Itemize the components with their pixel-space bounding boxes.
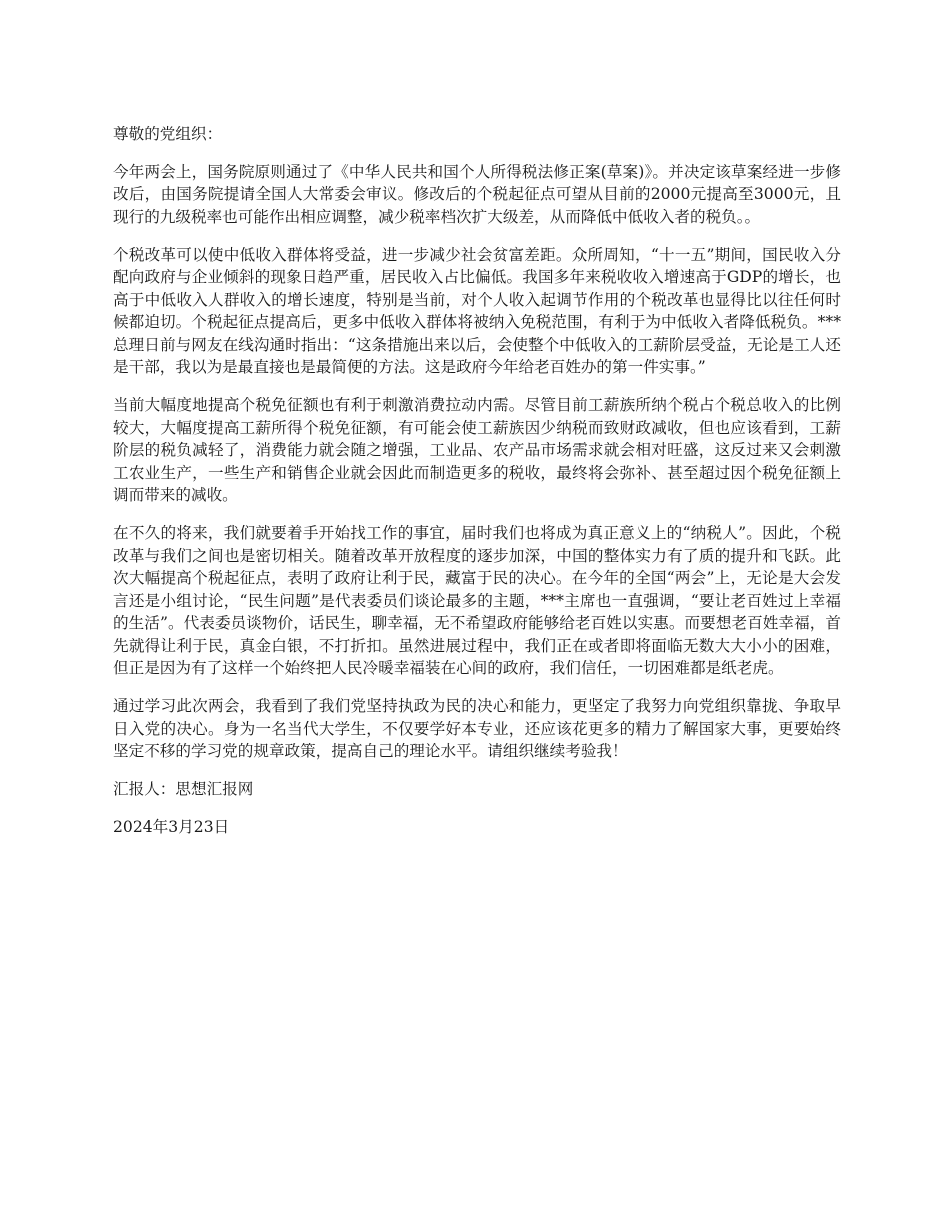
- report-date: 2024年3月23日: [113, 817, 230, 836]
- paragraph-personal-relevance: 在不久的将来，我们就要着手开始找工作的事宜，届时我们也将成为真正意义上的“纳税人”。因此，个税改革与我们之间也是密切相关。随着改革开放程度的逐步加深，中国的整体实力有了质的提升和飞跃。此次大幅提高个税起征点，表明了政府让利于民，藏富于民的决心。在今年的全国“两会”上，无论是大会发言还是小组讨论，“民生问题”是代表委员们谈论最多的主题，***主席也一直强调，“要让老百姓过上幸福的生活”。代表委员谈物价，话民生，聊幸福，无不希望政府能够给老百姓以实惠。而要想老百姓幸福，首先就得让利于民，真金白银，不打折扣。虽然进展过程中，我们正在或者即将面临无数大大小小的困难，但正是因为有了这样一个始终把人民冷暖幸福装在心间的政府，我们信任，一切困难都是纸老虎。: [113, 524, 841, 677]
- paragraph-tax-reform-announcement: 今年两会上，国务院原则通过了《中华人民共和国个人所得税法修正案(草案)》。并决定该草案经进一步修改后，由国务院提请全国人大常委会审议。修改后的个税起征点可望从目前的2000元提高至3000元，且现行的九级税率也可能作出相应调整，减少税率档次扩大级差，从而降低中低收入者的税负。。: [113, 162, 841, 226]
- paragraph-low-income-benefit: 个税改革可以使中低收入群体将受益，进一步减少社会贫富差距。众所周知，“十一五”期间，国民收入分配向政府与企业倾斜的现象日趋严重，居民收入占比偏低。我国多年来税收收入增速高于GDP的增长，也高于中低收入人群收入的增长速度，特别是当前，对个人收入起调节作用的个税改革也显得比以往任何时候都迫切。个税起征点提高后，更多中低收入群体将被纳入免税范围，有利于为中低收入者降低税负。***总理日前与网友在线沟通时指出：“这条措施出来以后，会使整个中低收入的工薪阶层受益，无论是工人还是干部，我以为是最直接也是最简便的方法。这是政府今年给老百姓办的第一件实事。”: [113, 245, 841, 376]
- salutation: 尊敬的党组织：: [113, 125, 223, 143]
- paragraph-conclusion: 通过学习此次两会，我看到了我们党坚持执政为民的决心和能力，更坚定了我努力向党组织靠拢、争取早日入党的决心。身为一名当代大学生，不仅要学好本专业，还应该花更多的精力了解国家大事，更要始终坚定不移的学习党的规章政策，提高自己的理论水平。请组织继续考验我！: [113, 697, 841, 760]
- paragraph-consumption-stimulus: 当前大幅度地提高个税免征额也有利于刺激消费拉动内需。尽管目前工薪族所纳个税占个税总收入的比例较大，大幅度提高工薪所得个税免征额，有可能会使工薪族因少纳税而致财政减收，但也应该看到，工薪阶层的税负减轻了，消费能力就会随之增强，工业品、农产品市场需求就会相对旺盛，这反过来又会刺激工农业生产，一些生产和销售企业就会因此而制造更多的税收，最终将会弥补、甚至超过因个税免征额上调而带来的减收。: [113, 396, 841, 504]
- signature: 汇报人：思想汇报网: [113, 780, 254, 798]
- document-page: [113, 123, 841, 838]
